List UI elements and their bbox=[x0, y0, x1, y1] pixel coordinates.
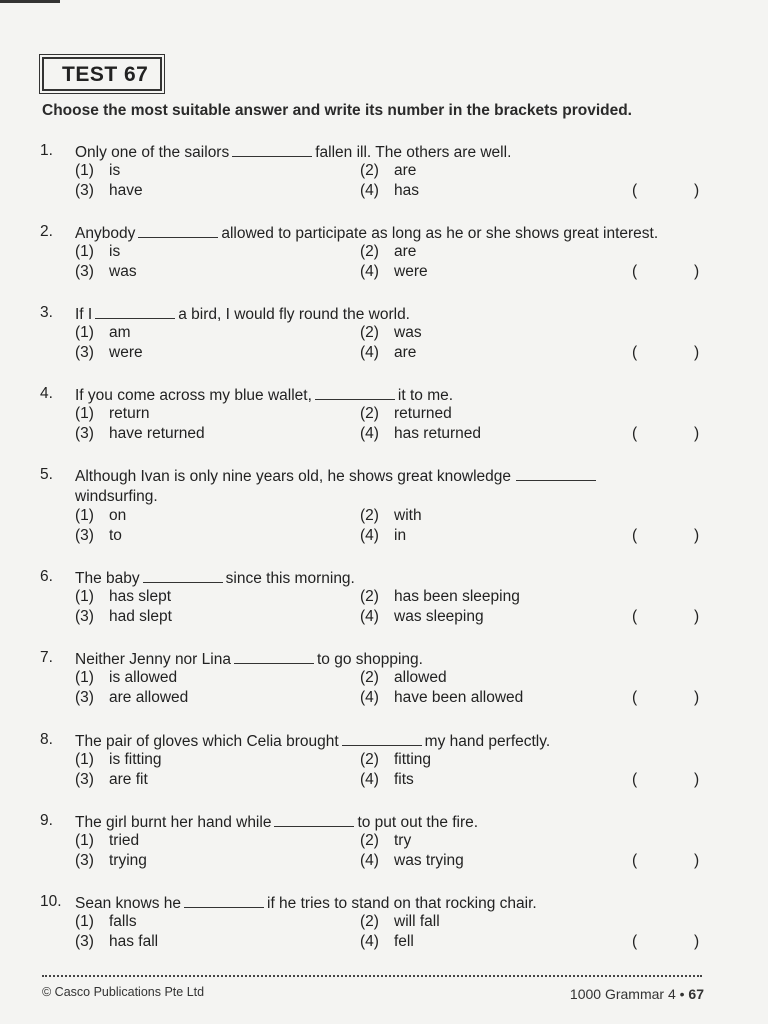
option-text: was sleeping bbox=[394, 608, 484, 625]
answer-option bbox=[360, 608, 484, 626]
question-number: 3. bbox=[40, 304, 53, 321]
option-number: (2) bbox=[360, 751, 379, 768]
answer-blank[interactable] bbox=[315, 385, 395, 400]
option-number: (1) bbox=[75, 507, 94, 524]
answer-option bbox=[360, 852, 464, 870]
option-number: (3) bbox=[75, 771, 94, 788]
stem-before-blank: Although Ivan is only nine years old, he shows great knowledge bbox=[75, 468, 511, 485]
option-number: (4) bbox=[360, 852, 379, 869]
answer-option bbox=[75, 405, 150, 423]
option-text: are bbox=[394, 344, 417, 361]
answer-bracket-close[interactable]: ) bbox=[694, 933, 700, 950]
option-text: has returned bbox=[394, 425, 482, 442]
option-text: are fit bbox=[109, 771, 148, 788]
answer-bracket-open[interactable]: ( bbox=[632, 425, 638, 442]
option-number: (1) bbox=[75, 324, 94, 341]
question-stem bbox=[75, 466, 703, 507]
answer-option bbox=[75, 852, 147, 870]
page-number: 67 bbox=[688, 986, 704, 1002]
option-number: (4) bbox=[360, 933, 379, 950]
stem-after-blank: a bird, I would fly round the world. bbox=[178, 306, 410, 323]
option-text: in bbox=[394, 527, 407, 544]
option-number: (3) bbox=[75, 689, 94, 706]
question-item bbox=[0, 223, 768, 285]
stem-before-blank: Anybody bbox=[75, 225, 136, 242]
footer-book-title: 1000 Grammar 4 • bbox=[569, 986, 685, 1002]
question-number: 9. bbox=[40, 812, 53, 829]
option-number: (1) bbox=[75, 832, 94, 849]
option-text: has slept bbox=[109, 588, 172, 605]
question-stem bbox=[75, 649, 703, 669]
option-number: (2) bbox=[360, 162, 379, 179]
answer-option bbox=[75, 507, 126, 525]
option-number: (3) bbox=[75, 263, 94, 280]
option-text: to bbox=[109, 527, 122, 544]
answer-bracket-close[interactable]: ) bbox=[694, 182, 700, 199]
option-text: is fitting bbox=[109, 751, 162, 768]
question-number: 2. bbox=[40, 223, 53, 240]
answer-blank[interactable] bbox=[143, 568, 223, 583]
stem-after-blank: if he tries to stand on that rocking chair. bbox=[267, 895, 537, 912]
question-number: 7. bbox=[40, 649, 53, 666]
question-stem bbox=[75, 385, 703, 405]
answer-blank[interactable] bbox=[234, 649, 314, 664]
question-stem bbox=[75, 731, 703, 751]
question-number: 8. bbox=[40, 731, 53, 748]
answer-bracket-open[interactable]: ( bbox=[632, 527, 638, 544]
question-item bbox=[0, 812, 768, 874]
stem-before-blank: Only one of the sailors bbox=[75, 144, 230, 161]
stem-before-blank: Sean knows he bbox=[75, 895, 181, 912]
option-text: falls bbox=[109, 913, 137, 930]
answer-blank[interactable] bbox=[274, 812, 354, 827]
question-item bbox=[0, 568, 768, 630]
option-number: (4) bbox=[360, 182, 379, 199]
question-item bbox=[0, 304, 768, 366]
question-item bbox=[0, 893, 768, 955]
question-number: 6. bbox=[40, 568, 53, 585]
option-text: were bbox=[394, 263, 428, 280]
option-number: (2) bbox=[360, 669, 379, 686]
answer-bracket-open[interactable]: ( bbox=[632, 852, 638, 869]
answer-option bbox=[75, 344, 143, 362]
question-item bbox=[0, 466, 768, 544]
question-stem bbox=[75, 812, 703, 832]
option-number: (2) bbox=[360, 507, 379, 524]
answer-option bbox=[360, 243, 416, 261]
question-stem bbox=[75, 142, 703, 162]
option-number: (4) bbox=[360, 344, 379, 361]
option-text: on bbox=[109, 507, 127, 524]
answer-option bbox=[75, 933, 158, 951]
option-number: (1) bbox=[75, 405, 94, 422]
answer-option bbox=[75, 771, 148, 789]
option-text: fitting bbox=[394, 751, 432, 768]
option-text: am bbox=[109, 324, 131, 341]
answer-option bbox=[360, 324, 422, 342]
option-text: fell bbox=[394, 933, 414, 950]
option-number: (1) bbox=[75, 162, 94, 179]
answer-bracket-close[interactable]: ) bbox=[694, 771, 700, 788]
answer-option bbox=[75, 913, 137, 931]
answer-blank[interactable] bbox=[138, 223, 218, 238]
question-number: 10. bbox=[40, 893, 62, 910]
question-stem bbox=[75, 893, 703, 913]
option-number: (3) bbox=[75, 527, 94, 544]
option-text: have bbox=[109, 182, 143, 199]
option-text: allowed bbox=[394, 669, 447, 686]
question-item bbox=[0, 142, 768, 204]
answer-bracket-close[interactable]: ) bbox=[694, 344, 700, 361]
option-text: trying bbox=[109, 852, 147, 869]
answer-option bbox=[75, 527, 122, 545]
answer-option bbox=[75, 425, 205, 443]
option-text: fits bbox=[394, 771, 414, 788]
answer-bracket-open[interactable]: ( bbox=[632, 608, 638, 625]
answer-option bbox=[360, 344, 416, 362]
option-number: (1) bbox=[75, 751, 94, 768]
answer-option bbox=[360, 162, 416, 180]
option-number: (4) bbox=[360, 263, 379, 280]
option-text: return bbox=[109, 405, 150, 422]
option-number: (3) bbox=[75, 933, 94, 950]
stem-after-blank: to go shopping. bbox=[316, 651, 423, 668]
question-stem bbox=[75, 304, 703, 324]
question-stem bbox=[75, 568, 703, 588]
footer-copyright: © Casco Publications Pte Ltd bbox=[42, 985, 205, 999]
answer-option bbox=[75, 588, 171, 606]
answer-option bbox=[360, 405, 452, 423]
answer-option bbox=[75, 608, 172, 626]
option-text: were bbox=[109, 344, 143, 361]
question-item bbox=[0, 385, 768, 447]
stem-after-blank: since this morning. bbox=[225, 570, 355, 587]
option-number: (1) bbox=[75, 669, 94, 686]
option-number: (1) bbox=[75, 913, 94, 930]
option-text: is allowed bbox=[109, 669, 178, 686]
option-number: (1) bbox=[75, 588, 94, 605]
footer-page-info bbox=[570, 986, 704, 1002]
answer-blank[interactable] bbox=[95, 304, 175, 319]
answer-option bbox=[360, 263, 428, 281]
instructions: Choose the most suitable answer and write its number in the brackets provided. bbox=[42, 102, 632, 119]
stem-before-blank: If you come across my blue wallet, bbox=[75, 387, 312, 404]
option-number: (3) bbox=[75, 182, 94, 199]
stem-before-blank: If I bbox=[75, 306, 93, 323]
answer-option bbox=[360, 527, 406, 545]
answer-bracket-open[interactable]: ( bbox=[632, 344, 638, 361]
answer-bracket-close[interactable]: ) bbox=[694, 852, 700, 869]
answer-bracket-open[interactable]: ( bbox=[632, 689, 638, 706]
option-text: are bbox=[394, 243, 417, 260]
test-title-box bbox=[42, 57, 162, 91]
answer-option bbox=[360, 425, 481, 443]
stem-after-blank: allowed to participate as long as he or she shows great interest. bbox=[221, 225, 659, 242]
stem-before-blank: The girl burnt her hand while bbox=[75, 814, 272, 831]
answer-option bbox=[360, 832, 411, 850]
answer-option bbox=[360, 588, 520, 606]
option-number: (4) bbox=[360, 771, 379, 788]
stem-after-blank: it to me. bbox=[397, 387, 454, 404]
option-number: (2) bbox=[360, 405, 379, 422]
option-number: (3) bbox=[75, 608, 94, 625]
question-stem bbox=[75, 223, 703, 243]
answer-option bbox=[75, 162, 120, 180]
option-text: has bbox=[394, 182, 419, 199]
option-number: (4) bbox=[360, 425, 379, 442]
footer-divider bbox=[42, 975, 702, 977]
answer-bracket-close[interactable]: ) bbox=[694, 263, 700, 280]
option-number: (4) bbox=[360, 527, 379, 544]
option-number: (3) bbox=[75, 425, 94, 442]
option-text: try bbox=[394, 832, 412, 849]
option-number: (2) bbox=[360, 324, 379, 341]
stem-before-blank: The baby bbox=[75, 570, 140, 587]
option-text: is bbox=[109, 162, 121, 179]
answer-bracket-close[interactable]: ) bbox=[694, 527, 700, 544]
stem-after-blank: fallen ill. The others are well. bbox=[315, 144, 512, 161]
option-number: (2) bbox=[360, 243, 379, 260]
option-number: (4) bbox=[360, 608, 379, 625]
option-text: was trying bbox=[394, 852, 464, 869]
option-text: was bbox=[109, 263, 137, 280]
answer-bracket-close[interactable]: ) bbox=[694, 608, 700, 625]
answer-bracket-open[interactable]: ( bbox=[632, 263, 638, 280]
stem-before-blank: The pair of gloves which Celia brought bbox=[75, 733, 339, 750]
option-number: (2) bbox=[360, 588, 379, 605]
question-number: 1. bbox=[40, 142, 53, 159]
question-item bbox=[0, 649, 768, 711]
stem-after-blank: my hand perfectly. bbox=[424, 733, 551, 750]
option-text: have been allowed bbox=[394, 689, 524, 706]
option-text: has fall bbox=[109, 933, 159, 950]
answer-option bbox=[75, 689, 188, 707]
option-text: tried bbox=[109, 832, 140, 849]
answer-option bbox=[360, 689, 523, 707]
option-text: with bbox=[394, 507, 422, 524]
question-number: 4. bbox=[40, 385, 53, 402]
answer-option bbox=[360, 507, 422, 525]
page-edge bbox=[0, 0, 60, 3]
answer-option bbox=[360, 751, 431, 769]
answer-option bbox=[360, 771, 414, 789]
stem-line-2: windsurfing. bbox=[75, 488, 158, 505]
test-title: TEST 67 bbox=[62, 63, 149, 86]
answer-option bbox=[75, 243, 120, 261]
option-number: (2) bbox=[360, 832, 379, 849]
answer-option bbox=[75, 751, 162, 769]
option-text: returned bbox=[394, 405, 452, 422]
option-text: has been sleeping bbox=[394, 588, 520, 605]
stem-after-blank: to put out the fire. bbox=[357, 814, 479, 831]
answer-option bbox=[75, 832, 139, 850]
answer-option bbox=[360, 933, 414, 951]
answer-option bbox=[75, 669, 177, 687]
option-number: (4) bbox=[360, 689, 379, 706]
option-number: (3) bbox=[75, 344, 94, 361]
option-text: is bbox=[109, 243, 121, 260]
answer-option bbox=[360, 182, 419, 200]
answer-blank[interactable] bbox=[516, 466, 596, 481]
option-number: (2) bbox=[360, 913, 379, 930]
question-item bbox=[0, 731, 768, 793]
stem-before-blank: Neither Jenny nor Lina bbox=[75, 651, 231, 668]
answer-option bbox=[360, 913, 440, 931]
question-number: 5. bbox=[40, 466, 53, 483]
option-text: was bbox=[394, 324, 422, 341]
answer-bracket-open[interactable]: ( bbox=[632, 771, 638, 788]
option-text: will fall bbox=[394, 913, 440, 930]
answer-option bbox=[75, 263, 137, 281]
option-number: (1) bbox=[75, 243, 94, 260]
answer-option bbox=[75, 324, 131, 342]
option-text: are allowed bbox=[109, 689, 189, 706]
answer-bracket-open[interactable]: ( bbox=[632, 933, 638, 950]
answer-blank[interactable] bbox=[184, 893, 264, 908]
answer-option bbox=[360, 669, 447, 687]
answer-bracket-open[interactable]: ( bbox=[632, 182, 638, 199]
option-number: (3) bbox=[75, 852, 94, 869]
answer-bracket-close[interactable]: ) bbox=[694, 689, 700, 706]
answer-bracket-close[interactable]: ) bbox=[694, 425, 700, 442]
answer-option bbox=[75, 182, 143, 200]
option-text: are bbox=[394, 162, 417, 179]
answer-blank[interactable] bbox=[342, 731, 422, 746]
answer-blank[interactable] bbox=[232, 142, 312, 157]
option-text: had slept bbox=[109, 608, 172, 625]
option-text: have returned bbox=[109, 425, 205, 442]
